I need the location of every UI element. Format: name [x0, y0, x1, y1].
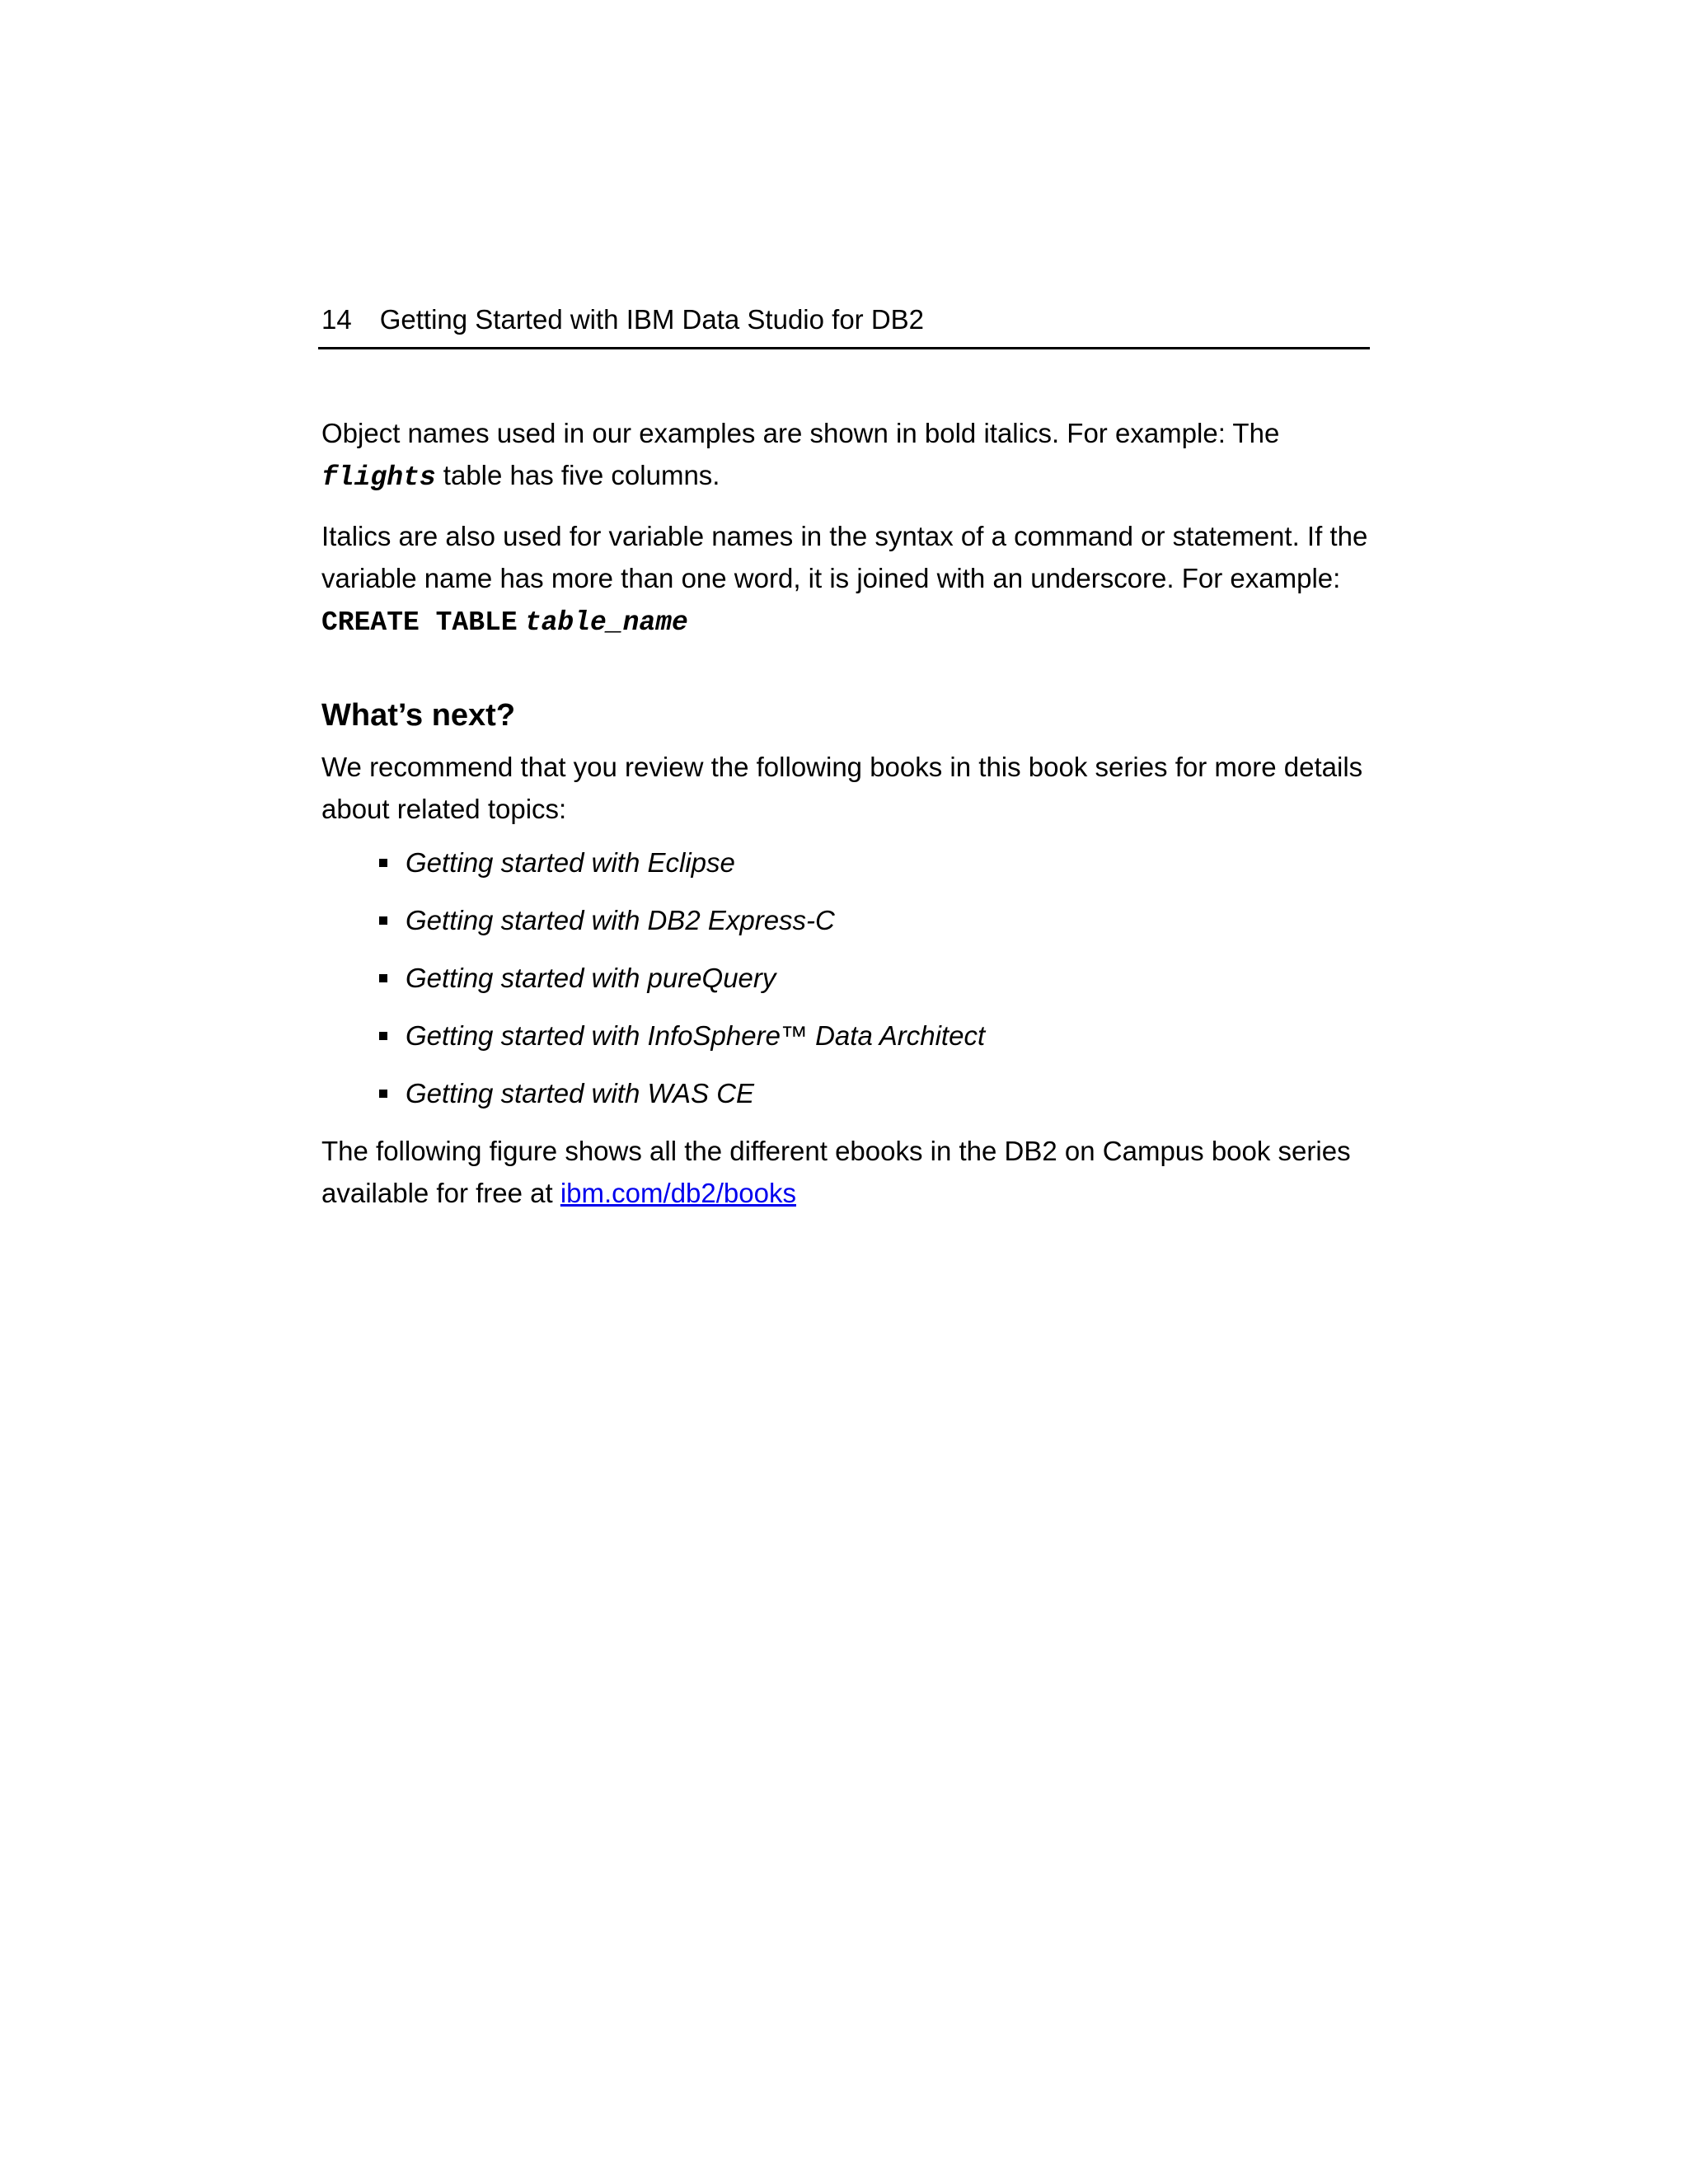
square-bullet-icon [379, 1032, 387, 1040]
list-item [379, 1072, 1368, 1114]
closing-paragraph [321, 1130, 1368, 1214]
document-page [321, 0, 1368, 2184]
list-item [379, 1015, 1368, 1057]
object-names-text: Object names used in our examples are shown in bold italics. For example: The [321, 418, 1280, 448]
closing-text: The following figure shows all the different ebooks in the DB2 on Campus book series available for free at [321, 1136, 1351, 1208]
square-bullet-icon [379, 1090, 387, 1098]
syntax-example [321, 599, 1368, 644]
syntax-keyword: CREATE TABLE [321, 607, 518, 638]
square-bullet-icon [379, 974, 387, 982]
syntax-variable: table_name [524, 607, 688, 638]
list-item [379, 957, 1368, 999]
book-title-item: Getting started with WAS CE [406, 1078, 755, 1108]
page-body [321, 412, 1368, 1230]
book-title-item: Getting started with DB2 Express-C [406, 905, 835, 935]
page-number: 14 [321, 304, 352, 335]
book-list [321, 841, 1368, 1114]
book-title-item: Getting started with Eclipse [406, 847, 735, 878]
list-item [379, 899, 1368, 941]
book-title: Getting Started with IBM Data Studio for DB2 [379, 304, 925, 335]
section-heading-whats-next: What’s next? [321, 698, 516, 733]
variable-names-text: Italics are also used for variable names in the syntax of a command or statement. If the variable name has more than one word, it is joined with an underscore. For example: [321, 521, 1368, 593]
header-divider [318, 347, 1370, 349]
object-names-text-end: table has five columns. [435, 460, 720, 490]
square-bullet-icon [379, 916, 387, 925]
running-header [321, 301, 1368, 339]
square-bullet-icon [379, 859, 387, 867]
list-item [379, 841, 1368, 883]
book-title-item: Getting started with pureQuery [406, 963, 776, 993]
object-name-example: flights [321, 462, 436, 493]
object-names-paragraph [321, 412, 1368, 499]
variable-names-paragraph [321, 515, 1368, 644]
ebooks-link[interactable]: ibm.com/db2/books [560, 1178, 796, 1208]
recommend-paragraph: We recommend that you review the following books in this book series for more details about related topics: [321, 752, 1363, 824]
book-title-item: Getting started with InfoSphere™ Data Architect [406, 1020, 986, 1051]
